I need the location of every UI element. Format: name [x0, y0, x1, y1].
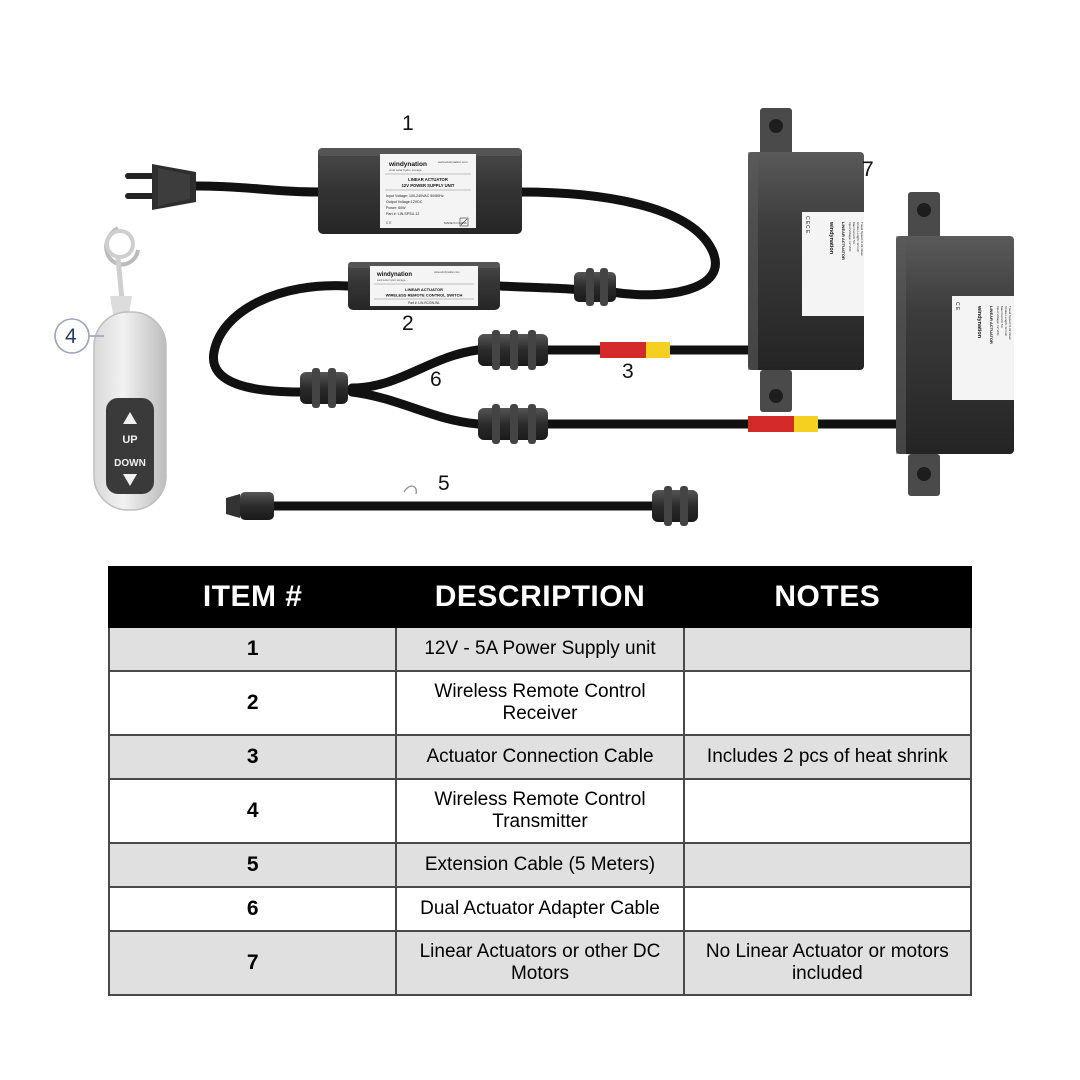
- cell-notes: [684, 843, 971, 887]
- cell-description: Dual Actuator Adapter Cable: [396, 887, 683, 931]
- cell-item: 5: [109, 843, 396, 887]
- svg-text:12V POWER SUPPLY UNIT: 12V POWER SUPPLY UNIT: [401, 183, 455, 188]
- svg-text:windynation: windynation: [377, 272, 412, 278]
- wireless-remote-control-receiver: [348, 262, 500, 310]
- svg-text:Travel Speed: 0.39 in/sec: Travel Speed: 0.39 in/sec: [860, 222, 864, 256]
- ac-plug: [128, 164, 196, 210]
- header-item: ITEM #: [109, 567, 396, 627]
- svg-text:Travel Speed: 0.39 in/sec: Travel Speed: 0.39 in/sec: [1008, 306, 1012, 340]
- cell-item: 4: [109, 779, 396, 843]
- svg-text:Stroke Length: 12 inch: Stroke Length: 12 inch: [1004, 306, 1008, 337]
- callout-1: 1: [402, 112, 414, 135]
- svg-text:wind solar hydro storage: wind solar hydro storage: [389, 168, 422, 172]
- cell-item: 2: [109, 671, 396, 735]
- actuator-connection-cable-bottom: [548, 416, 906, 432]
- callout-2: 2: [402, 312, 414, 335]
- svg-text:Input Voltage: 100-240VAC 50/: Input Voltage: 100-240VAC 50/60Hz: [386, 194, 444, 198]
- linear-actuator-upper: [748, 108, 864, 412]
- actuator-connection-cable-top: [548, 342, 756, 358]
- table-row: [109, 671, 971, 735]
- cell-item: 3: [109, 735, 396, 779]
- svg-text:UP: UP: [122, 434, 138, 446]
- cable-connector-top: [478, 330, 548, 370]
- table-row: [109, 779, 971, 843]
- power-supply-unit: [318, 148, 522, 234]
- cell-notes: Includes 2 pcs of heat shrink: [684, 735, 971, 779]
- ac-power-cable: [196, 186, 318, 192]
- svg-text:Stroke Length: 12 inch: Stroke Length: 12 inch: [856, 222, 860, 253]
- wireless-remote-transmitter: [94, 228, 166, 510]
- table-row: [109, 887, 971, 931]
- svg-text:Max Current: 5A: Max Current: 5A: [852, 222, 856, 244]
- callout-3: 3: [622, 360, 634, 383]
- svg-text:WIRELESS REMOTE CONTROL SWITCH: WIRELESS REMOTE CONTROL SWITCH: [385, 292, 463, 298]
- table-row: [109, 843, 971, 887]
- cell-notes: No Linear Actuator or motors included: [684, 931, 971, 995]
- svg-text:LINEAR ACTUATOR: LINEAR ACTUATOR: [989, 306, 994, 344]
- svg-text:LINEAR ACTUATOR: LINEAR ACTUATOR: [408, 177, 448, 182]
- svg-text:C E: C E: [954, 302, 960, 311]
- parts-table: [108, 566, 972, 996]
- header-description: DESCRIPTION: [396, 567, 683, 627]
- cell-description: 12V - 5A Power Supply unit: [396, 627, 683, 671]
- cell-description: Wireless Remote Control Receiver: [396, 671, 683, 735]
- cell-notes: [684, 779, 971, 843]
- callout-6: 6: [430, 368, 442, 391]
- dual-actuator-adapter-cable: [352, 350, 478, 424]
- callout-7: 7: [862, 158, 874, 181]
- svg-text:Output Voltage:12VDC: Output Voltage:12VDC: [386, 200, 423, 204]
- svg-text:wind solar hydro storage: wind solar hydro storage: [377, 279, 406, 282]
- svg-text:Max Current: 5A: Max Current: 5A: [1000, 306, 1004, 328]
- cell-description: Extension Cable (5 Meters): [396, 843, 683, 887]
- table-row: [109, 627, 971, 671]
- svg-text:LINEAR ACTUATOR: LINEAR ACTUATOR: [841, 222, 846, 260]
- cell-notes: [684, 627, 971, 671]
- cable-connector-barrel-1: [574, 268, 616, 306]
- svg-text:Power: 60W: Power: 60W: [386, 206, 406, 210]
- cell-item: 7: [109, 931, 396, 995]
- svg-text:C E: C E: [804, 216, 810, 225]
- svg-text:Part #: LIN-SPSU-1: Part #: LIN-SPSU-12: [386, 212, 420, 216]
- svg-text:www.windynation.com: www.windynation.com: [438, 160, 468, 164]
- table-row: [109, 931, 971, 995]
- svg-text:MADE IN CHINA: MADE IN CHINA: [444, 221, 467, 225]
- svg-text:C E: C E: [804, 225, 810, 234]
- extension-cable: [226, 486, 698, 526]
- svg-text:Input Voltage: 12 VDC: Input Voltage: 12 VDC: [848, 222, 852, 252]
- svg-text:windynation: windynation: [828, 222, 834, 255]
- cell-description: Wireless Remote Control Transmitter: [396, 779, 683, 843]
- cell-item: 6: [109, 887, 396, 931]
- cell-description: Actuator Connection Cable: [396, 735, 683, 779]
- svg-text:DOWN: DOWN: [114, 458, 146, 469]
- table-row: [109, 735, 971, 779]
- table-header-row: [109, 567, 971, 627]
- callout-5: 5: [438, 472, 450, 495]
- cable-connector-bottom: [478, 404, 548, 444]
- callout-5-leader: [404, 486, 416, 494]
- header-notes: NOTES: [684, 567, 971, 627]
- callout-4: 4: [65, 325, 77, 348]
- svg-text:Input Voltage: 12 VDC: Input Voltage: 12 VDC: [996, 306, 1000, 336]
- parts-table-container: [108, 566, 972, 996]
- svg-text:windynation: windynation: [976, 306, 982, 339]
- linear-actuator-lower: [896, 192, 1014, 496]
- svg-text:C E: C E: [386, 221, 392, 225]
- svg-text:windynation: windynation: [389, 161, 427, 168]
- cell-item: 1: [109, 627, 396, 671]
- cable-connector-splitter: [300, 368, 348, 408]
- svg-text:Part #: LIN-RCSW-WL: Part #: LIN-RCSW-WL: [408, 301, 440, 305]
- cell-notes: [684, 887, 971, 931]
- svg-text:www.windynation.com: www.windynation.com: [434, 271, 460, 274]
- cell-description: Linear Actuators or other DC Motors: [396, 931, 683, 995]
- svg-text:LINEAR ACTUATOR: LINEAR ACTUATOR: [405, 287, 443, 292]
- cell-notes: [684, 671, 971, 735]
